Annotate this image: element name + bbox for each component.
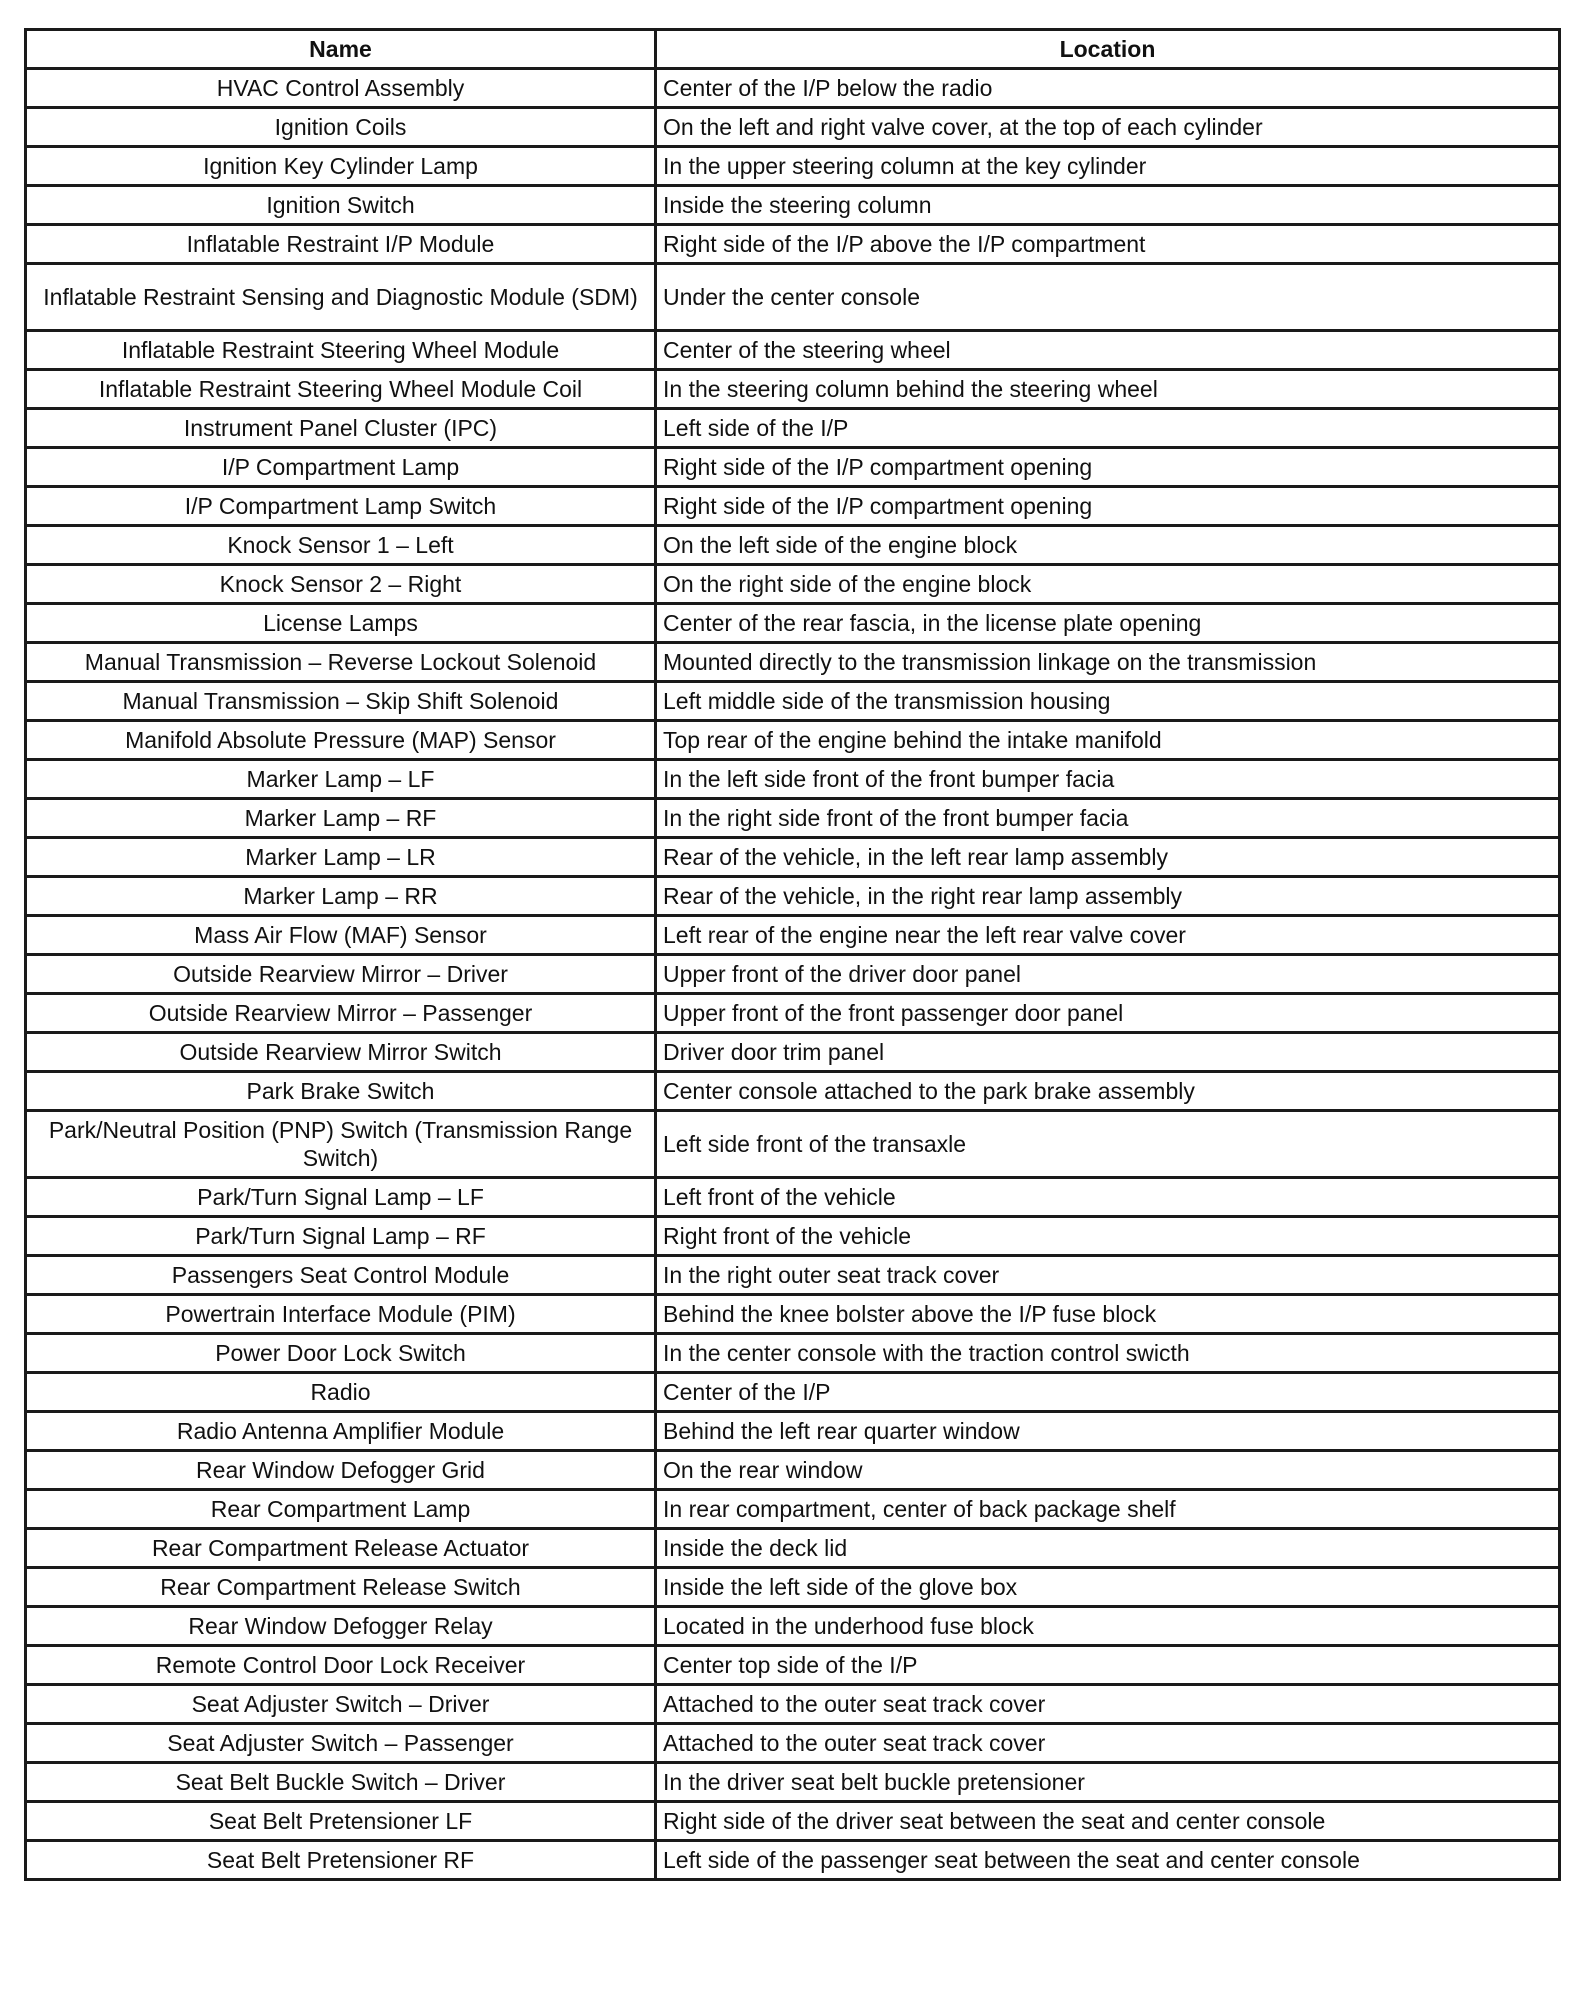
component-name-cell: Rear Window Defogger Relay	[26, 1607, 656, 1646]
table-row	[26, 186, 1560, 225]
component-name-cell: Seat Belt Pretensioner LF	[26, 1802, 656, 1841]
table-row	[26, 147, 1560, 186]
component-name-cell: Manifold Absolute Pressure (MAP) Sensor	[26, 721, 656, 760]
component-name-cell: Inflatable Restraint Sensing and Diagnostic Module (SDM)	[26, 264, 656, 331]
component-location-cell: Inside the steering column	[656, 186, 1560, 225]
component-name-cell: Seat Belt Buckle Switch – Driver	[26, 1763, 656, 1802]
component-location-cell: Center top side of the I/P	[656, 1646, 1560, 1685]
component-location-cell: Mounted directly to the transmission linkage on the transmission	[656, 643, 1560, 682]
table-row	[26, 1802, 1560, 1841]
component-name-cell: Powertrain Interface Module (PIM)	[26, 1295, 656, 1334]
component-location-cell: Attached to the outer seat track cover	[656, 1724, 1560, 1763]
component-name-cell: Radio	[26, 1373, 656, 1412]
component-location-cell: Left side of the passenger seat between the seat and center console	[656, 1841, 1560, 1880]
component-name-cell: Outside Rearview Mirror Switch	[26, 1033, 656, 1072]
component-name-cell: Rear Window Defogger Grid	[26, 1451, 656, 1490]
component-location-cell: In the steering column behind the steering wheel	[656, 370, 1560, 409]
table-row	[26, 565, 1560, 604]
component-location-cell: Located in the underhood fuse block	[656, 1607, 1560, 1646]
component-name-cell: Park/Turn Signal Lamp – RF	[26, 1217, 656, 1256]
component-location-cell: Left middle side of the transmission housing	[656, 682, 1560, 721]
table-row	[26, 1373, 1560, 1412]
component-location-cell: Center of the I/P	[656, 1373, 1560, 1412]
component-name-cell: I/P Compartment Lamp Switch	[26, 487, 656, 526]
table-row	[26, 994, 1560, 1033]
table-row	[26, 1529, 1560, 1568]
table-row	[26, 604, 1560, 643]
table-row	[26, 409, 1560, 448]
component-name-cell: Radio Antenna Amplifier Module	[26, 1412, 656, 1451]
component-name-cell: Park Brake Switch	[26, 1072, 656, 1111]
component-name-cell: Marker Lamp – LR	[26, 838, 656, 877]
component-location-cell: On the rear window	[656, 1451, 1560, 1490]
table-row	[26, 370, 1560, 409]
component-name-cell: Knock Sensor 1 – Left	[26, 526, 656, 565]
component-name-cell: Outside Rearview Mirror – Passenger	[26, 994, 656, 1033]
component-location-cell: Behind the left rear quarter window	[656, 1412, 1560, 1451]
table-row	[26, 331, 1560, 370]
component-location-cell: In rear compartment, center of back package shelf	[656, 1490, 1560, 1529]
component-name-cell: Ignition Key Cylinder Lamp	[26, 147, 656, 186]
component-name-cell: HVAC Control Assembly	[26, 69, 656, 108]
component-name-cell: Park/Neutral Position (PNP) Switch (Transmission Range Switch)	[26, 1111, 656, 1178]
component-location-cell: Behind the knee bolster above the I/P fuse block	[656, 1295, 1560, 1334]
table-row	[26, 1412, 1560, 1451]
table-row	[26, 1033, 1560, 1072]
table-row	[26, 1295, 1560, 1334]
table-row	[26, 448, 1560, 487]
component-location-cell: Driver door trim panel	[656, 1033, 1560, 1072]
component-name-cell: Rear Compartment Release Actuator	[26, 1529, 656, 1568]
component-location-cell: On the left side of the engine block	[656, 526, 1560, 565]
component-name-cell: Ignition Switch	[26, 186, 656, 225]
component-location-cell: Upper front of the driver door panel	[656, 955, 1560, 994]
table-row	[26, 225, 1560, 264]
component-location-cell: Right side of the I/P above the I/P compartment	[656, 225, 1560, 264]
table-row	[26, 643, 1560, 682]
table-row	[26, 1685, 1560, 1724]
component-location-cell: Rear of the vehicle, in the right rear lamp assembly	[656, 877, 1560, 916]
component-name-cell: Manual Transmission – Skip Shift Solenoid	[26, 682, 656, 721]
name-column-header: Name	[26, 30, 656, 69]
component-location-cell: Top rear of the engine behind the intake manifold	[656, 721, 1560, 760]
component-name-cell: Outside Rearview Mirror – Driver	[26, 955, 656, 994]
component-name-cell: Knock Sensor 2 – Right	[26, 565, 656, 604]
component-locator-table-container	[24, 28, 1558, 1881]
table-row	[26, 1178, 1560, 1217]
table-row	[26, 838, 1560, 877]
component-location-cell: On the right side of the engine block	[656, 565, 1560, 604]
component-name-cell: Remote Control Door Lock Receiver	[26, 1646, 656, 1685]
component-name-cell: Rear Compartment Release Switch	[26, 1568, 656, 1607]
component-name-cell: Marker Lamp – RF	[26, 799, 656, 838]
table-row	[26, 955, 1560, 994]
header-row	[26, 30, 1560, 69]
component-location-cell: Center of the steering wheel	[656, 331, 1560, 370]
component-location-cell: In the upper steering column at the key cylinder	[656, 147, 1560, 186]
table-row	[26, 1490, 1560, 1529]
table-row	[26, 1841, 1560, 1880]
component-location-cell: Right front of the vehicle	[656, 1217, 1560, 1256]
component-location-cell: In the left side front of the front bumper facia	[656, 760, 1560, 799]
component-location-cell: Inside the left side of the glove box	[656, 1568, 1560, 1607]
component-location-cell: In the right outer seat track cover	[656, 1256, 1560, 1295]
component-locator-table	[24, 28, 1561, 1881]
component-location-cell: Right side of the I/P compartment opening	[656, 448, 1560, 487]
component-location-cell: In the right side front of the front bumper facia	[656, 799, 1560, 838]
component-location-cell: Left side front of the transaxle	[656, 1111, 1560, 1178]
table-row	[26, 1607, 1560, 1646]
table-row	[26, 1646, 1560, 1685]
component-name-cell: Ignition Coils	[26, 108, 656, 147]
component-name-cell: Seat Adjuster Switch – Passenger	[26, 1724, 656, 1763]
component-location-cell: Center console attached to the park brake assembly	[656, 1072, 1560, 1111]
component-location-cell: Center of the I/P below the radio	[656, 69, 1560, 108]
table-row	[26, 526, 1560, 565]
component-name-cell: Rear Compartment Lamp	[26, 1490, 656, 1529]
table-row	[26, 108, 1560, 147]
component-name-cell: Inflatable Restraint Steering Wheel Module	[26, 331, 656, 370]
table-row	[26, 1256, 1560, 1295]
component-location-cell: Right side of the I/P compartment opening	[656, 487, 1560, 526]
table-row	[26, 1568, 1560, 1607]
component-name-cell: Mass Air Flow (MAF) Sensor	[26, 916, 656, 955]
component-location-cell: In the driver seat belt buckle pretensioner	[656, 1763, 1560, 1802]
table-row	[26, 264, 1560, 331]
table-row	[26, 760, 1560, 799]
table-row	[26, 721, 1560, 760]
table-row	[26, 487, 1560, 526]
component-name-cell: Seat Adjuster Switch – Driver	[26, 1685, 656, 1724]
component-location-cell: Right side of the driver seat between the seat and center console	[656, 1802, 1560, 1841]
component-name-cell: Inflatable Restraint I/P Module	[26, 225, 656, 264]
component-name-cell: Passengers Seat Control Module	[26, 1256, 656, 1295]
component-location-cell: Left side of the I/P	[656, 409, 1560, 448]
component-location-cell: Inside the deck lid	[656, 1529, 1560, 1568]
component-location-cell: Rear of the vehicle, in the left rear lamp assembly	[656, 838, 1560, 877]
component-name-cell: License Lamps	[26, 604, 656, 643]
component-location-cell: Center of the rear fascia, in the license plate opening	[656, 604, 1560, 643]
table-body	[26, 69, 1560, 1880]
table-row	[26, 1763, 1560, 1802]
component-location-cell: Under the center console	[656, 264, 1560, 331]
component-name-cell: Marker Lamp – RR	[26, 877, 656, 916]
table-row	[26, 1217, 1560, 1256]
component-name-cell: Manual Transmission – Reverse Lockout Solenoid	[26, 643, 656, 682]
table-row	[26, 1334, 1560, 1373]
component-name-cell: Seat Belt Pretensioner RF	[26, 1841, 656, 1880]
table-row	[26, 1111, 1560, 1178]
component-name-cell: Inflatable Restraint Steering Wheel Module Coil	[26, 370, 656, 409]
component-location-cell: In the center console with the traction control swicth	[656, 1334, 1560, 1373]
component-location-cell: Left rear of the engine near the left rear valve cover	[656, 916, 1560, 955]
table-row	[26, 916, 1560, 955]
component-name-cell: I/P Compartment Lamp	[26, 448, 656, 487]
table-row	[26, 1072, 1560, 1111]
component-location-cell: On the left and right valve cover, at the top of each cylinder	[656, 108, 1560, 147]
table-row	[26, 1451, 1560, 1490]
table-row	[26, 69, 1560, 108]
table-row	[26, 682, 1560, 721]
component-location-cell: Upper front of the front passenger door panel	[656, 994, 1560, 1033]
component-location-cell: Left front of the vehicle	[656, 1178, 1560, 1217]
table-row	[26, 799, 1560, 838]
component-location-cell: Attached to the outer seat track cover	[656, 1685, 1560, 1724]
table-row	[26, 877, 1560, 916]
location-column-header: Location	[656, 30, 1560, 69]
component-name-cell: Power Door Lock Switch	[26, 1334, 656, 1373]
component-name-cell: Marker Lamp – LF	[26, 760, 656, 799]
component-name-cell: Instrument Panel Cluster (IPC)	[26, 409, 656, 448]
component-name-cell: Park/Turn Signal Lamp – LF	[26, 1178, 656, 1217]
table-row	[26, 1724, 1560, 1763]
